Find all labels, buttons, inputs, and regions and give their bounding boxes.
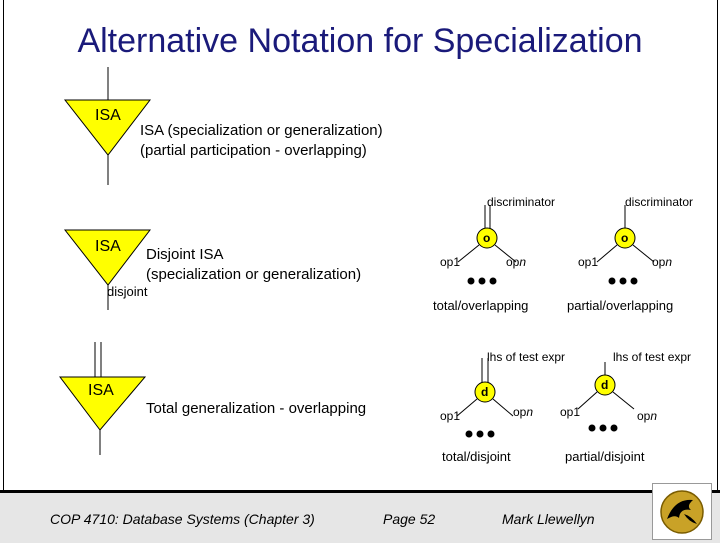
row1-desc-line1: ISA (specialization or generalization) xyxy=(140,122,383,139)
br-opn: opn xyxy=(637,409,658,423)
row3-desc: Total generalization - overlapping xyxy=(146,400,367,417)
br-discriminator: lhs of test expr xyxy=(613,350,692,364)
isa-triangle-1 xyxy=(65,67,150,185)
bl-symbol: d xyxy=(481,385,489,399)
panel-partial-disjoint xyxy=(578,362,634,432)
isa-label-2: ISA xyxy=(95,238,121,255)
br-op1: op1 xyxy=(560,405,581,419)
row1-desc-line2: (partial participation - overlapping) xyxy=(140,142,367,159)
footer-page: Page 52 xyxy=(383,511,436,527)
bl-discriminator: lhs of test expr xyxy=(487,350,566,364)
tl-op1: op1 xyxy=(440,255,461,269)
isa-label-3: ISA xyxy=(88,382,114,399)
tl-opn: opn xyxy=(506,255,527,269)
disjoint-label: disjoint xyxy=(107,284,148,299)
tr-discriminator: discriminator xyxy=(625,195,694,209)
slide-title: Alternative Notation for Specialization xyxy=(77,22,643,60)
pegasus-logo-icon xyxy=(652,483,712,540)
footer xyxy=(0,490,720,543)
tr-symbol: o xyxy=(621,231,629,245)
footer-course: COP 4710: Database Systems (Chapter 3) xyxy=(50,511,315,527)
tl-symbol: o xyxy=(483,231,491,245)
footer-author: Mark Llewellyn xyxy=(502,511,595,527)
row2-desc-line1: Disjoint ISA xyxy=(146,246,224,263)
tl-caption: total/overlapping xyxy=(433,298,529,313)
tl-discriminator: discriminator xyxy=(487,195,556,209)
bl-caption: total/disjoint xyxy=(442,449,511,464)
bl-op1: op1 xyxy=(440,409,461,423)
isa-label-1: ISA xyxy=(95,107,121,124)
tr-op1: op1 xyxy=(578,255,599,269)
br-symbol: d xyxy=(601,378,609,392)
bl-opn: opn xyxy=(513,405,534,419)
tr-opn: opn xyxy=(652,255,673,269)
tr-caption: partial/overlapping xyxy=(567,298,674,313)
row2-desc-line2: (specialization or generalization) xyxy=(146,266,362,283)
br-caption: partial/disjoint xyxy=(565,449,645,464)
